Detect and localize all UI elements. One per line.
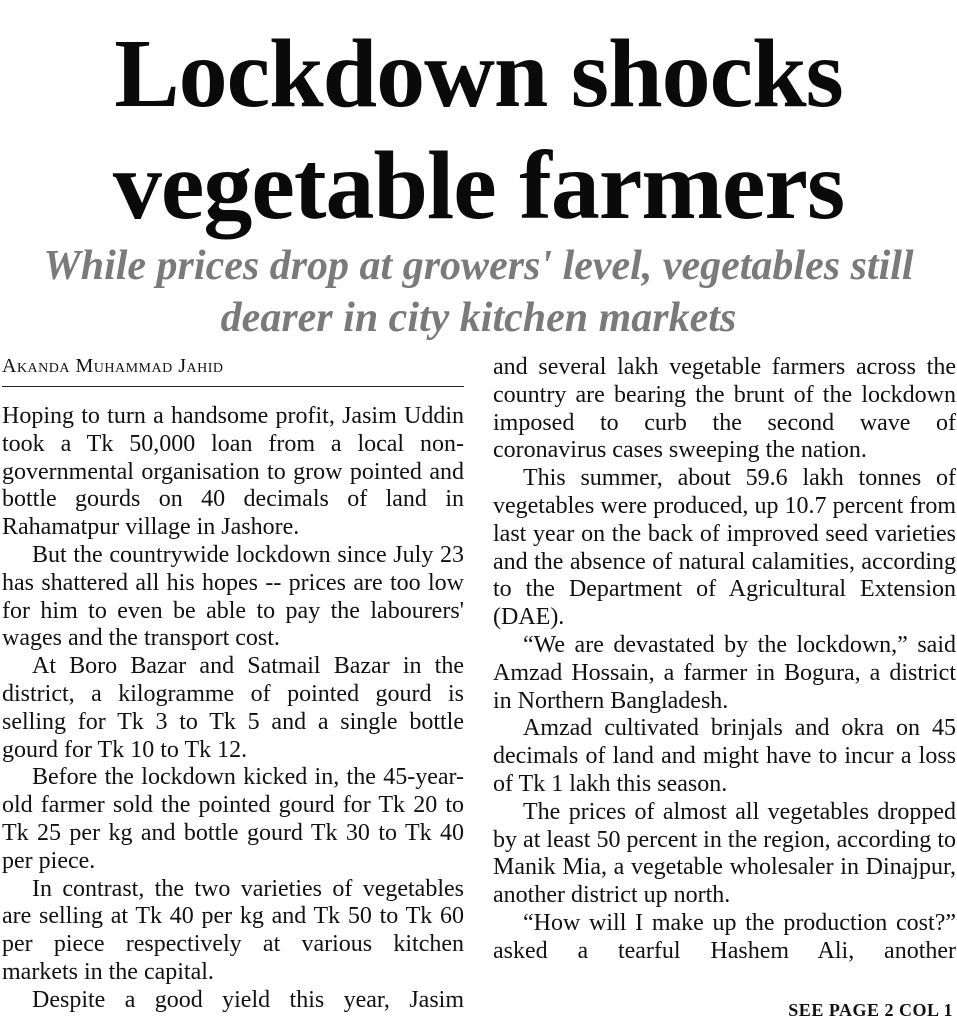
paragraph: Before the lockdown kicked in, the 45-year-old farmer sold the pointed gourd for Tk 20 to Tk 25 per kg and bottle gourd Tk 30 to Tk 40 per piece. xyxy=(2,764,464,874)
paragraph: But the countrywide lockdown since July 23 has shattered all his hopes -- prices are too low for him to even be able to pay the labourers' wages and the transport cost. xyxy=(2,541,464,652)
paragraph: The prices of almost all vegetables dropped by at least 50 percent in the region, according to Manik Mia, a vegetable wholesaler in Dinajpur, another district up north. xyxy=(493,798,956,909)
article-column-left xyxy=(2,403,464,1015)
paragraph: “We are devastated by the lockdown,” said Amzad Hossain, a farmer in Bogura, a district in Northern Bangladesh. xyxy=(493,631,956,714)
paragraph: “How will I make up the production cost?” asked a tearful Hashem Ali, another xyxy=(493,909,956,964)
headline: Lockdown shocks vegetable farmers xyxy=(112,20,845,240)
paragraph: In contrast, the two varieties of vegetables are selling at Tk 40 per kg and Tk 50 to Tk 60 per piece respectively at various kitchen markets in the capital. xyxy=(2,875,464,985)
subheadline: While prices drop at growers' level, vegetables still dearer in city kitchen markets xyxy=(43,243,914,341)
paragraph: Despite a good yield this year, Jasim xyxy=(32,986,464,1013)
paragraph: This summer, about 59.6 lakh tonnes of vegetables were produced, up 10.7 percent from last year on the back of improved seed varieties and the absence of natural calamities, according to the Department of Agricultural Extension (DAE). xyxy=(493,465,956,631)
paragraph: At Boro Bazar and Satmail Bazar in the district, a kilogramme of pointed gourd is selling for Tk 3 to Tk 5 and a single bottle gourd for Tk 10 to Tk 12. xyxy=(2,653,464,763)
paragraph: Amzad cultivated brinjals and okra on 45 decimals of land and might have to incur a loss of Tk 1 lakh this season. xyxy=(493,715,956,797)
article-column-right xyxy=(493,354,956,966)
continuation-note: SEE PAGE 2 COL 1 xyxy=(788,1000,953,1020)
paragraph: Hoping to turn a handsome profit, Jasim Uddin took a Tk 50,000 loan from a local non-governmental organisation to grow pointed and bottle gourds on 40 decimals of land in Rahamatpur village in Jashore. xyxy=(2,403,464,541)
byline: Akanda Muhammad Jahid xyxy=(2,355,464,387)
paragraph: and several lakh vegetable farmers across the country are bearing the brunt of the lockdown imposed to curb the second wave of coronavirus cases sweeping the nation. xyxy=(493,354,956,464)
